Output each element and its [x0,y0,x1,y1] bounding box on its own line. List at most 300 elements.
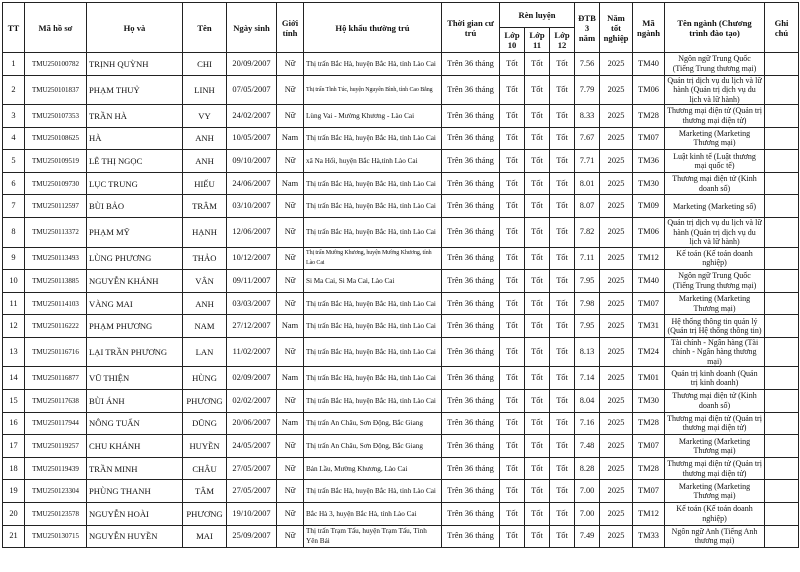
cell-lop10: Tốt [500,457,525,480]
cell-ho-khau: Thị trấn Bắc Hà, huyện Bắc Hà, tỉnh Lào Cai [304,53,442,76]
cell-ghi-chu [765,247,799,270]
cell-gioi-tinh: Nữ [277,75,304,105]
cell-ten-nganh: Tài chính - Ngân hàng (Tài chính - Ngân hàng thương mại) [665,337,765,367]
cell-lop12: Tốt [550,503,575,526]
cell-gioi-tinh: Nữ [277,390,304,413]
cell-ngay-sinh: 02/09/2007 [227,367,277,390]
cell-ma-nganh: TM12 [633,247,665,270]
cell-nam-tot-nghiep: 2025 [600,435,633,458]
cell-ho-va: PHẠM MỸ [87,218,183,248]
cell-nam-tot-nghiep: 2025 [600,172,633,195]
cell-ma-ho-so: TMU250123304 [25,480,87,503]
cell-ma-ho-so: TMU250113885 [25,270,87,293]
cell-ho-khau: Thị trấn Trạm Tấu, huyện Trạm Tấu, Tỉnh Yên Bái [304,525,442,548]
cell-tt: 16 [3,412,25,435]
cell-ten-nganh: Quản trị dịch vụ du lịch và lữ hành (Quản trị dịch vụ du lịch và lữ hành) [665,75,765,105]
cell-dtb: 8.28 [575,457,600,480]
cell-ghi-chu [765,315,799,338]
cell-ngay-sinh: 02/02/2007 [227,390,277,413]
cell-ghi-chu [765,150,799,173]
header-ho-khau: Hộ khẩu thường trú [304,3,442,53]
cell-ho-khau: Thị trấn Bắc Hà, huyện Bắc Hà, tỉnh Lào Cai [304,315,442,338]
table-row [3,435,799,458]
table-row [3,105,799,128]
cell-ten: HUYỀN [183,435,227,458]
cell-ghi-chu [765,337,799,367]
cell-dtb: 7.11 [575,247,600,270]
cell-thoi-gian: Trên 36 tháng [442,218,500,248]
cell-ten-nganh: Thương mại điện tử (Quản trị thương mại điện tử) [665,457,765,480]
cell-lop12: Tốt [550,457,575,480]
cell-ho-va: LẠI TRẦN PHƯƠNG [87,337,183,367]
cell-lop11: Tốt [525,525,550,548]
cell-ngay-sinh: 09/11/2007 [227,270,277,293]
cell-ma-nganh: TM07 [633,480,665,503]
cell-ngay-sinh: 10/12/2007 [227,247,277,270]
cell-ten-nganh: Quản trị kinh doanh (Quản trị kinh doanh) [665,367,765,390]
cell-thoi-gian: Trên 36 tháng [442,105,500,128]
cell-nam-tot-nghiep: 2025 [600,195,633,218]
cell-thoi-gian: Trên 36 tháng [442,172,500,195]
cell-dtb: 7.00 [575,480,600,503]
cell-ma-nganh: TM09 [633,195,665,218]
cell-ho-khau: Thị trấn Mường Khương, huyện Mường Khương, tỉnh Lào Cai [304,247,442,270]
header-ten-nganh: Tên ngành (Chương trình đào tạo) [665,3,765,53]
table-row [3,390,799,413]
student-list-table [2,2,799,548]
table-body [3,53,799,548]
cell-ho-khau: Bản Lầu, Mường Khương, Lào Cai [304,457,442,480]
cell-ma-ho-so: TMU250107353 [25,105,87,128]
cell-dtb: 8.13 [575,337,600,367]
table-row [3,218,799,248]
cell-ma-nganh: TM40 [633,53,665,76]
cell-ho-khau: Bắc Hà 3, huyện Bắc Hà, tỉnh Lào Cai [304,503,442,526]
cell-nam-tot-nghiep: 2025 [600,367,633,390]
cell-ho-khau: xã Na Hối, huyện Bắc Hà,tỉnh Lào Cai [304,150,442,173]
cell-ten-nganh: Ngôn ngữ Trung Quốc (Tiếng Trung thương mại) [665,270,765,293]
cell-ho-va: TRẦN MINH [87,457,183,480]
cell-ten-nganh: Marketing (Marketing số) [665,195,765,218]
cell-ngay-sinh: 24/06/2007 [227,172,277,195]
cell-ho-va: BÙI ÁNH [87,390,183,413]
header-lop11: Lớp 11 [525,28,550,53]
cell-gioi-tinh: Nữ [277,105,304,128]
table-row [3,525,799,548]
cell-gioi-tinh: Nữ [277,480,304,503]
cell-nam-tot-nghiep: 2025 [600,525,633,548]
cell-lop12: Tốt [550,270,575,293]
cell-thoi-gian: Trên 36 tháng [442,525,500,548]
cell-ngay-sinh: 19/10/2007 [227,503,277,526]
cell-lop11: Tốt [525,315,550,338]
cell-ghi-chu [765,172,799,195]
cell-lop10: Tốt [500,412,525,435]
cell-ho-va: VŨ THIỆN [87,367,183,390]
cell-ngay-sinh: 09/10/2007 [227,150,277,173]
cell-ho-va: NGUYỄN HUYỀN [87,525,183,548]
cell-lop12: Tốt [550,53,575,76]
cell-ma-ho-so: TMU250117638 [25,390,87,413]
cell-thoi-gian: Trên 36 tháng [442,457,500,480]
cell-ten: ANH [183,292,227,315]
cell-lop12: Tốt [550,218,575,248]
cell-ma-ho-so: TMU250119439 [25,457,87,480]
cell-ngay-sinh: 03/10/2007 [227,195,277,218]
cell-thoi-gian: Trên 36 tháng [442,337,500,367]
cell-ma-nganh: TM07 [633,127,665,150]
cell-tt: 9 [3,247,25,270]
cell-gioi-tinh: Nữ [277,218,304,248]
cell-tt: 15 [3,390,25,413]
cell-lop11: Tốt [525,435,550,458]
cell-tt: 19 [3,480,25,503]
cell-gioi-tinh: Nữ [277,195,304,218]
cell-lop10: Tốt [500,315,525,338]
cell-ma-nganh: TM07 [633,292,665,315]
cell-ten-nganh: Thương mại điện tử (Kinh doanh số) [665,172,765,195]
cell-ngay-sinh: 11/02/2007 [227,337,277,367]
table-row [3,480,799,503]
cell-lop10: Tốt [500,195,525,218]
cell-dtb: 7.48 [575,435,600,458]
cell-lop10: Tốt [500,480,525,503]
cell-dtb: 7.98 [575,292,600,315]
cell-ma-nganh: TM07 [633,435,665,458]
cell-thoi-gian: Trên 36 tháng [442,53,500,76]
cell-dtb: 7.79 [575,75,600,105]
cell-ghi-chu [765,412,799,435]
cell-dtb: 7.71 [575,150,600,173]
cell-ngay-sinh: 20/06/2007 [227,412,277,435]
cell-nam-tot-nghiep: 2025 [600,315,633,338]
cell-nam-tot-nghiep: 2025 [600,412,633,435]
cell-dtb: 8.33 [575,105,600,128]
cell-tt: 17 [3,435,25,458]
cell-ten-nganh: Marketing (Marketing Thương mại) [665,480,765,503]
cell-ten: PHƯƠNG [183,390,227,413]
cell-nam-tot-nghiep: 2025 [600,503,633,526]
cell-lop10: Tốt [500,105,525,128]
cell-ten-nganh: Marketing (Marketing Thương mại) [665,292,765,315]
header-ma-ho-so: Mã hồ sơ [25,3,87,53]
cell-ma-ho-so: TMU250116222 [25,315,87,338]
cell-ho-va: NGUYỄN HOÀI [87,503,183,526]
cell-lop11: Tốt [525,75,550,105]
header-gioi-tinh: Giới tính [277,3,304,53]
cell-lop10: Tốt [500,503,525,526]
cell-ten: DŨNG [183,412,227,435]
cell-ho-va: NGUYỄN KHÁNH [87,270,183,293]
header-lop12: Lớp 12 [550,28,575,53]
cell-lop11: Tốt [525,390,550,413]
cell-ma-nganh: TM28 [633,412,665,435]
cell-lop11: Tốt [525,53,550,76]
cell-lop10: Tốt [500,390,525,413]
cell-ho-khau: Thị trấn Bắc Hà, huyện Bắc Hà, tỉnh Lào Cai [304,367,442,390]
cell-ho-khau: Lùng Vai - Mường Khương - Lào Cai [304,105,442,128]
cell-thoi-gian: Trên 36 tháng [442,480,500,503]
cell-ten: HÙNG [183,367,227,390]
cell-thoi-gian: Trên 36 tháng [442,435,500,458]
cell-lop11: Tốt [525,218,550,248]
cell-ho-va: HÀ [87,127,183,150]
cell-dtb: 7.95 [575,270,600,293]
cell-tt: 8 [3,218,25,248]
cell-lop10: Tốt [500,367,525,390]
cell-ma-ho-so: TMU250130715 [25,525,87,548]
cell-nam-tot-nghiep: 2025 [600,457,633,480]
cell-ho-va: VÀNG MAI [87,292,183,315]
cell-ngay-sinh: 03/03/2007 [227,292,277,315]
table-row [3,337,799,367]
cell-tt: 12 [3,315,25,338]
cell-ngay-sinh: 25/09/2007 [227,525,277,548]
cell-gioi-tinh: Nữ [277,247,304,270]
cell-lop12: Tốt [550,195,575,218]
table-row [3,195,799,218]
table-row [3,503,799,526]
cell-lop10: Tốt [500,53,525,76]
cell-nam-tot-nghiep: 2025 [600,105,633,128]
cell-ho-va: LÊ THỊ NGỌC [87,150,183,173]
cell-ma-nganh: TM06 [633,218,665,248]
cell-tt: 10 [3,270,25,293]
cell-gioi-tinh: Nam [277,315,304,338]
cell-ho-khau: Thị trấn Tĩnh Túc, huyện Nguyên Bình, tỉnh Cao Bằng [304,75,442,105]
cell-ma-ho-so: TMU250114103 [25,292,87,315]
cell-ghi-chu [765,525,799,548]
cell-lop10: Tốt [500,218,525,248]
cell-ten: CHÂU [183,457,227,480]
cell-nam-tot-nghiep: 2025 [600,390,633,413]
cell-thoi-gian: Trên 36 tháng [442,390,500,413]
cell-ma-ho-so: TMU250112597 [25,195,87,218]
cell-ten-nganh: Marketing (Marketing Thương mại) [665,127,765,150]
cell-nam-tot-nghiep: 2025 [600,270,633,293]
cell-tt: 3 [3,105,25,128]
cell-thoi-gian: Trên 36 tháng [442,127,500,150]
cell-gioi-tinh: Nữ [277,435,304,458]
cell-ma-ho-so: TMU250109730 [25,172,87,195]
cell-ma-nganh: TM01 [633,367,665,390]
cell-lop12: Tốt [550,172,575,195]
cell-lop10: Tốt [500,337,525,367]
cell-ten-nganh: Quản trị dịch vụ du lịch và lữ hành (Quản trị dịch vụ du lịch và lữ hành) [665,218,765,248]
cell-ma-nganh: TM28 [633,457,665,480]
cell-tt: 21 [3,525,25,548]
cell-tt: 20 [3,503,25,526]
cell-dtb: 7.82 [575,218,600,248]
cell-ma-nganh: TM30 [633,172,665,195]
cell-lop11: Tốt [525,367,550,390]
cell-ten: NAM [183,315,227,338]
cell-lop12: Tốt [550,412,575,435]
cell-dtb: 8.01 [575,172,600,195]
cell-ten: HIẾU [183,172,227,195]
cell-lop10: Tốt [500,247,525,270]
cell-ma-ho-so: TMU250113493 [25,247,87,270]
table-row [3,172,799,195]
cell-ho-khau: Thị trấn An Châu, Sơn Động, Bắc Giang [304,412,442,435]
table-row [3,270,799,293]
cell-ten-nganh: Hệ thống thông tin quản lý (Quản trị Hệ thống thông tin) [665,315,765,338]
cell-thoi-gian: Trên 36 tháng [442,270,500,293]
cell-ten-nganh: Marketing (Marketing Thương mại) [665,435,765,458]
table-row [3,127,799,150]
cell-ten-nganh: Thương mại điện tử (Kinh doanh số) [665,390,765,413]
cell-lop11: Tốt [525,195,550,218]
cell-tt: 18 [3,457,25,480]
cell-ma-ho-so: TMU250108625 [25,127,87,150]
cell-lop11: Tốt [525,105,550,128]
cell-ten-nganh: Ngôn ngữ Trung Quốc (Tiếng Trung thương mại) [665,53,765,76]
cell-ghi-chu [765,195,799,218]
cell-lop11: Tốt [525,412,550,435]
cell-gioi-tinh: Nữ [277,150,304,173]
cell-dtb: 7.95 [575,315,600,338]
cell-ho-va: BÙI BẢO [87,195,183,218]
cell-ho-va: NÔNG TUẤN [87,412,183,435]
cell-ma-ho-so: TMU250109519 [25,150,87,173]
cell-ma-nganh: TM30 [633,390,665,413]
cell-gioi-tinh: Nữ [277,503,304,526]
cell-ho-va: LỤC TRUNG [87,172,183,195]
cell-ghi-chu [765,75,799,105]
cell-nam-tot-nghiep: 2025 [600,480,633,503]
header-ma-nganh: Mã ngành [633,3,665,53]
cell-gioi-tinh: Nam [277,367,304,390]
header-ngay-sinh: Ngày sinh [227,3,277,53]
cell-thoi-gian: Trên 36 tháng [442,412,500,435]
table-row [3,150,799,173]
cell-ho-khau: Thị trấn Bắc Hà, huyện Bắc Hà, tỉnh Lào Cai [304,337,442,367]
cell-thoi-gian: Trên 36 tháng [442,503,500,526]
cell-ho-va: PHẠM THUỶ [87,75,183,105]
cell-ghi-chu [765,480,799,503]
cell-ma-nganh: TM31 [633,315,665,338]
cell-thoi-gian: Trên 36 tháng [442,75,500,105]
cell-gioi-tinh: Nữ [277,270,304,293]
cell-thoi-gian: Trên 36 tháng [442,195,500,218]
cell-gioi-tinh: Nữ [277,53,304,76]
cell-gioi-tinh: Nữ [277,337,304,367]
cell-lop10: Tốt [500,270,525,293]
cell-lop10: Tốt [500,127,525,150]
cell-gioi-tinh: Nữ [277,457,304,480]
cell-gioi-tinh: Nam [277,127,304,150]
cell-ten-nganh: Thương mại điện tử (Quản trị thương mại điện tử) [665,412,765,435]
cell-ten: ANH [183,127,227,150]
table-row [3,367,799,390]
cell-gioi-tinh: Nữ [277,525,304,548]
cell-tt: 1 [3,53,25,76]
cell-ho-va: PHẠM PHƯƠNG [87,315,183,338]
cell-lop10: Tốt [500,292,525,315]
cell-ma-nganh: TM24 [633,337,665,367]
cell-lop12: Tốt [550,480,575,503]
cell-ma-ho-so: TMU250100782 [25,53,87,76]
cell-lop12: Tốt [550,337,575,367]
cell-ho-khau: Si Ma Cai, Si Ma Cai, Lào Cai [304,270,442,293]
cell-lop12: Tốt [550,525,575,548]
cell-ma-ho-so: TMU250119257 [25,435,87,458]
cell-lop10: Tốt [500,75,525,105]
cell-lop10: Tốt [500,435,525,458]
table-row [3,412,799,435]
cell-lop11: Tốt [525,480,550,503]
cell-ngay-sinh: 10/05/2007 [227,127,277,150]
cell-ho-va: LÙNG PHƯƠNG [87,247,183,270]
cell-ngay-sinh: 24/02/2007 [227,105,277,128]
cell-ghi-chu [765,53,799,76]
cell-tt: 13 [3,337,25,367]
cell-ho-khau: Thị trấn Bắc Hà, huyện Bắc Hà, tỉnh Lào Cai [304,195,442,218]
cell-gioi-tinh: Nam [277,172,304,195]
cell-ten-nganh: Luật kinh tế (Luật thương mại quốc tế) [665,150,765,173]
cell-ten: PHƯƠNG [183,503,227,526]
cell-ma-nganh: TM33 [633,525,665,548]
cell-thoi-gian: Trên 36 tháng [442,247,500,270]
cell-ma-nganh: TM06 [633,75,665,105]
header-ren-luyen: Rèn luyện [500,3,575,28]
cell-ma-nganh: TM36 [633,150,665,173]
cell-ho-khau: Thị trấn Bắc Hà, huyện Bắc Hà, tỉnh Lào Cai [304,390,442,413]
cell-ma-nganh: TM40 [633,270,665,293]
cell-ngay-sinh: 27/12/2007 [227,315,277,338]
table-row [3,53,799,76]
cell-lop12: Tốt [550,75,575,105]
cell-tt: 7 [3,195,25,218]
cell-nam-tot-nghiep: 2025 [600,150,633,173]
cell-ho-va: TRỊNH QUỲNH [87,53,183,76]
cell-thoi-gian: Trên 36 tháng [442,292,500,315]
cell-ma-ho-so: TMU250116716 [25,337,87,367]
cell-ten: VY [183,105,227,128]
cell-lop12: Tốt [550,367,575,390]
cell-ho-khau: Thị trấn An Châu, Sơn Động, Bắc Giang [304,435,442,458]
cell-gioi-tinh: Nữ [277,292,304,315]
cell-tt: 4 [3,127,25,150]
cell-dtb: 7.14 [575,367,600,390]
cell-ngay-sinh: 07/05/2007 [227,75,277,105]
cell-ghi-chu [765,435,799,458]
cell-lop10: Tốt [500,150,525,173]
cell-ho-va: PHÙNG THANH [87,480,183,503]
cell-lop12: Tốt [550,390,575,413]
cell-tt: 11 [3,292,25,315]
cell-ghi-chu [765,127,799,150]
cell-dtb: 7.56 [575,53,600,76]
cell-ngay-sinh: 12/06/2007 [227,218,277,248]
cell-ten: VÂN [183,270,227,293]
cell-dtb: 8.04 [575,390,600,413]
table-row [3,247,799,270]
cell-lop12: Tốt [550,435,575,458]
cell-lop12: Tốt [550,150,575,173]
cell-ho-khau: Thị trấn Bắc Hà, huyện Bắc Hà, tỉnh Lào Cai [304,127,442,150]
cell-nam-tot-nghiep: 2025 [600,292,633,315]
cell-ho-khau: Thị trấn Bắc Hà, huyện Bắc Hà, tỉnh Lào Cai [304,292,442,315]
cell-lop11: Tốt [525,127,550,150]
cell-ghi-chu [765,457,799,480]
cell-ngay-sinh: 20/09/2007 [227,53,277,76]
cell-ghi-chu [765,367,799,390]
cell-ten: TRÂM [183,195,227,218]
header-lop10: Lớp 10 [500,28,525,53]
table-row [3,457,799,480]
cell-ma-nganh: TM12 [633,503,665,526]
